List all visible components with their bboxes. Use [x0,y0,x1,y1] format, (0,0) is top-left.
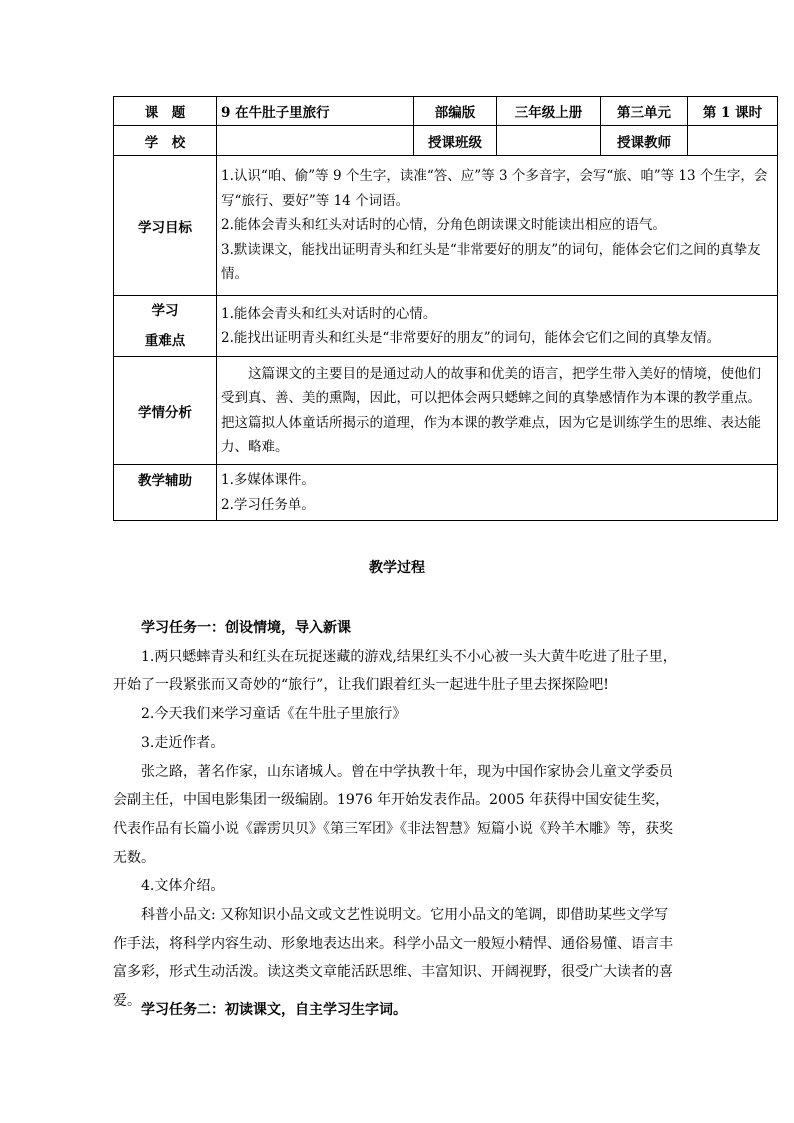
task-one-paragraph: 科普小品文: 又称知识小品文或文艺性说明文。它用小品文的笔调，即借助某些文学写作手法，将科学内容生动、形象地表达出来。科学小品文一般短小精悍、通俗易懂、语言丰富多彩，形式生动活泼。读这类文章能活跃思维、丰富知识、开阔视野，很受广大读者的喜爱。 [113,907,673,1010]
table-row-analysis [114,357,778,465]
process-title: 教学过程 [369,560,425,576]
goal-item: 3.默读课文，能找出证明青头和红头是“非常要好的朋友”的词句，能体会它们之间的真挚友情。 [221,241,761,283]
lesson-info-table [113,96,778,521]
key-points-label-line1: 学习 [151,303,179,319]
class-label: 授课班级 [414,126,497,156]
aid-item: 2.学习任务单。 [221,496,315,513]
table-row-goals [114,156,778,296]
key-points-content [217,296,778,357]
key-points-label-line2: 重难点 [144,333,186,349]
task-one-paragraph: 4.文体介绍。 [141,878,225,895]
task-one-title: 学习任务一：创设情境，导入新课 [141,620,351,636]
school-label: 学 校 [114,126,217,156]
aids-content [217,465,778,521]
task-two-title: 学习任务二：初读课文，自主学习生字词。 [141,1002,407,1018]
key-point-item: 2.能找出证明青头和红头是“非常要好的朋友”的词句，能体会它们之间的真挚友情。 [221,330,721,346]
class-value [497,126,601,156]
grade-cell: 三年级上册 [497,97,601,126]
edition-cell: 部编版 [414,97,497,126]
table-row-aids [114,465,778,521]
goals-content [217,156,778,296]
analysis-content [217,357,778,465]
key-points-label [114,296,217,357]
table-row-topic [114,97,778,126]
table-row-school [114,126,778,156]
task-two-section [113,996,679,1025]
topic-label: 课 题 [114,97,217,126]
teacher-label: 授课教师 [601,126,688,156]
aids-label: 教学辅助 [114,465,217,521]
period-cell: 第 1 课时 [688,97,778,126]
topic-value: 9 在牛肚子里旅行 [217,97,414,126]
task-one-paragraph: 3.走近作者。 [141,734,225,751]
task-one-section [113,614,679,1016]
task-one-paragraph: 1.两只蟋蟀青头和红头在玩捉迷藏的游戏,结果红头不小心被一头大黄牛吃进了肚子里，开始了一段紧张而又奇妙的“旅行”，让我们跟着红头一起进牛肚子里去探探险吧! [113,648,677,694]
analysis-text: 这篇课文的主要目的是通过动人的故事和优美的语言，把学生带入美好的情境，使他们受到真、善、美的熏陶，因此，可以把体会两只蟋蟀之间的真挚感情作为本课的教学重点。把这篇拟人体童话所揭示的道理，作为本课的教学难点，因为它是训练学生的思维、表达能力、略难。 [221,365,761,455]
goals-label: 学习目标 [114,156,217,296]
aid-item: 1.多媒体课件。 [221,472,315,488]
goal-item: 2.能体会青头和红头对话时的心情，分角色朗读课文时能读出相应的语气。 [221,217,666,234]
table-row-key-points [114,296,778,357]
task-one-paragraph: 张之路，著名作家，山东诸城人。曾在中学执教十年，现为中国作家协会儿童文学委员会副主任，中国电影集团一级编剧。1976 年开始发表作品。2005 年获得中国安徒生奖，代表作品有长篇小说《霹雳贝贝》《第三军团》《非法智慧》短篇小说《羚羊木雕》等，获奖无数。 [113,763,673,866]
analysis-label: 学情分析 [114,357,217,465]
unit-cell: 第三单元 [601,97,688,126]
teacher-value [688,126,778,156]
school-value [217,126,414,156]
task-one-paragraph: 2.今天我们来学习童话《在牛肚子里旅行》 [141,706,407,723]
key-point-item: 1.能体会青头和红头对话时的心情。 [221,305,437,322]
goal-item: 1.认识“咱、偷”等 9 个生字，读准“答、应”等 3 个多音字，会写“旅、咱”等 13 个生字，会写“旅行、要好”等 14 个词语。 [221,168,768,209]
